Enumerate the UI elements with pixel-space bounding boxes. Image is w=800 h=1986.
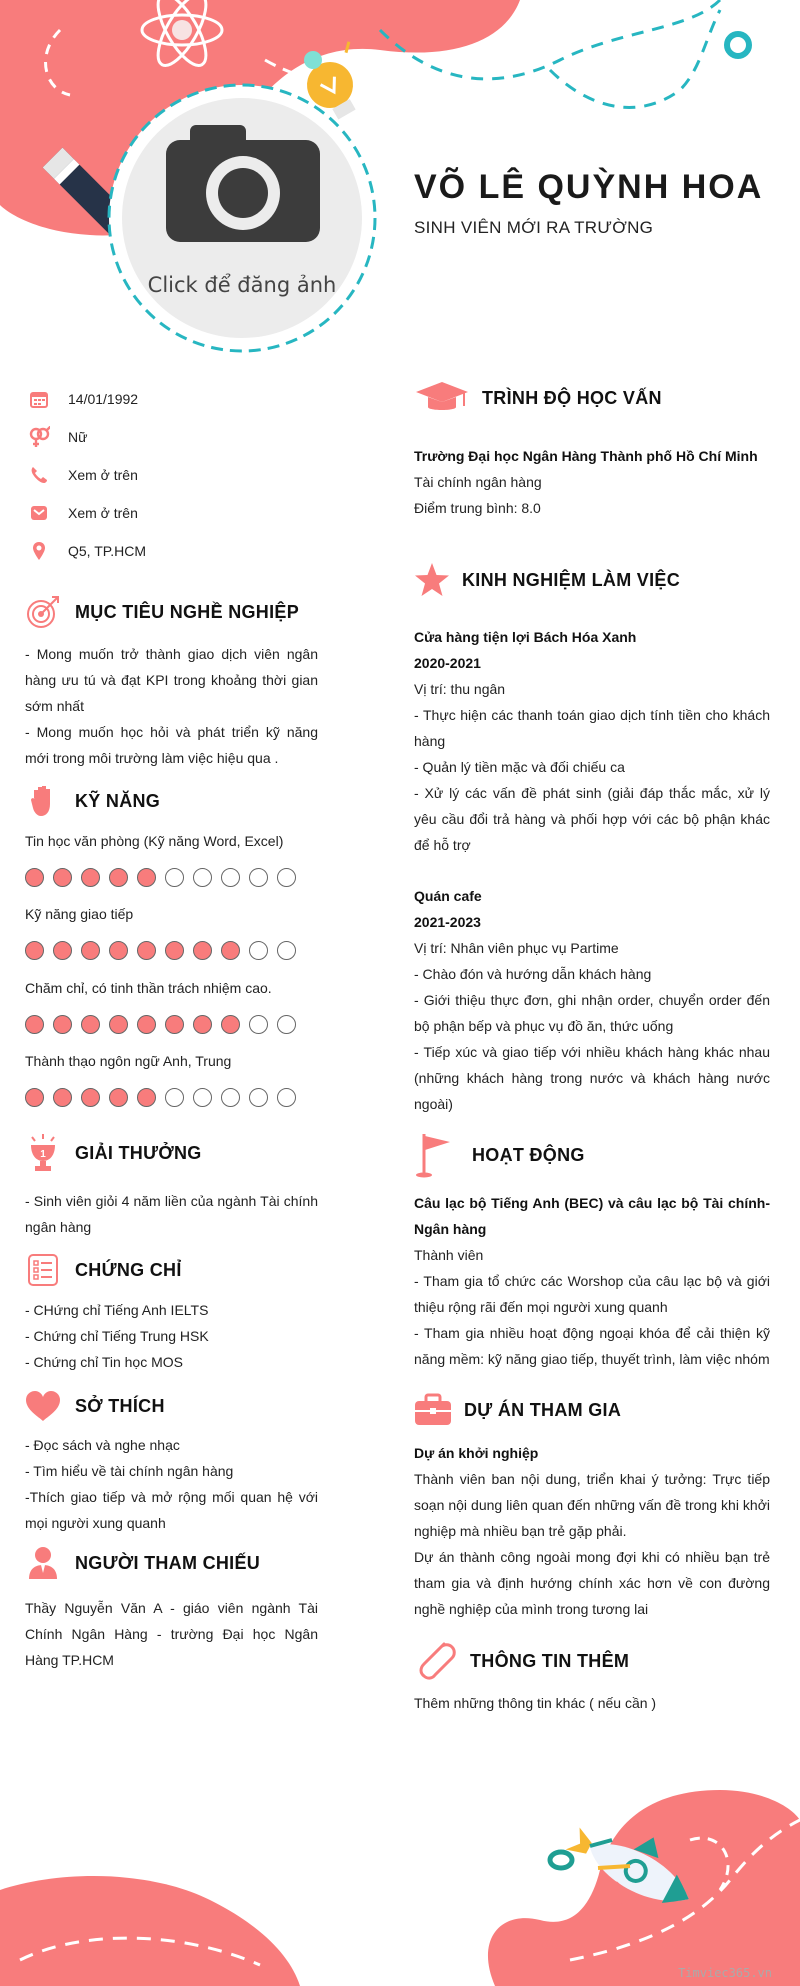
rating-dot-filled bbox=[81, 1015, 100, 1034]
photo-upload[interactable] bbox=[109, 85, 375, 351]
education-title: TRÌNH ĐỘ HỌC VẤN bbox=[482, 387, 662, 408]
rating-dot-filled bbox=[81, 941, 100, 960]
extra-line: Thêm những thông tin khác ( nếu cần ) bbox=[414, 1695, 657, 1711]
contact-phone bbox=[28, 463, 138, 487]
references-body bbox=[25, 1595, 318, 1673]
rating-dot-empty bbox=[165, 1088, 184, 1107]
svg-text:1: 1 bbox=[40, 1149, 46, 1160]
skill-rating bbox=[25, 1015, 296, 1034]
rating-dot-empty bbox=[277, 1015, 296, 1034]
hobbies-body bbox=[25, 1432, 318, 1536]
rating-dot-filled bbox=[137, 1088, 156, 1107]
candidate-name: VÕ LÊ QUỲNH HOA bbox=[414, 168, 764, 206]
skill-name: Tin học văn phòng (Kỹ năng Word, Excel) bbox=[25, 833, 284, 849]
job-position: Vị trí: thu ngân bbox=[414, 681, 506, 697]
job-period: 2021-2023 bbox=[414, 914, 481, 930]
extra-body bbox=[414, 1690, 770, 1716]
rating-dot-filled bbox=[25, 941, 44, 960]
job-line: - Giới thiệu thực đơn, ghi nhận order, chuyển order đến bộ phận bếp và phục vụ đồ ăn, thức uống bbox=[414, 992, 770, 1034]
reference-line: Thầy Nguyễn Văn A - giáo viên ngành Tài Chính Ngân Hàng - trường Đại học Ngân Hàng TP.HCM bbox=[25, 1600, 318, 1668]
rating-dot-empty bbox=[277, 1088, 296, 1107]
experience-job bbox=[414, 624, 770, 858]
education-gpa: Điểm trung bình: 8.0 bbox=[414, 500, 541, 516]
awards-header bbox=[25, 1133, 202, 1173]
project-line: Dự án thành công ngoài mong đợi khi có nhiều bạn trẻ tham gia và định hướng chính xác hơn về con đường nghề nghiệp của mình trong tương lai bbox=[414, 1549, 770, 1617]
hobbies-title: SỞ THÍCH bbox=[75, 1395, 165, 1416]
projects-header bbox=[414, 1392, 621, 1428]
objective-line: - Mong muốn trở thành giao dịch viên ngân hàng ưu tú và đạt KPI trong khoảng thời gian sớm nhất bbox=[25, 646, 318, 714]
experience-title: KINH NGHIỆM LÀM VIỆC bbox=[462, 569, 681, 590]
rating-dot-filled bbox=[137, 868, 156, 887]
watermark: Timviec365.vn bbox=[678, 1966, 772, 1980]
rating-dot-filled bbox=[81, 1088, 100, 1107]
target-icon bbox=[25, 594, 61, 630]
skill-name: Thành thạo ngôn ngữ Anh, Trung bbox=[25, 1053, 232, 1069]
rating-dot-empty bbox=[249, 941, 268, 960]
rating-dot-empty bbox=[249, 868, 268, 887]
awards-body bbox=[25, 1188, 318, 1240]
photo-label: Click để đăng ảnh bbox=[147, 273, 337, 297]
awards-title: GIẢI THƯỞNG bbox=[75, 1142, 202, 1163]
experience-job bbox=[414, 883, 770, 1117]
rating-dot-empty bbox=[249, 1088, 268, 1107]
user-icon bbox=[25, 1545, 61, 1581]
rating-dot-filled bbox=[137, 1015, 156, 1034]
email-icon bbox=[28, 502, 50, 524]
education-header bbox=[414, 380, 662, 416]
camera-icon bbox=[166, 125, 320, 242]
projects-title: DỰ ÁN THAM GIA bbox=[464, 1399, 622, 1420]
education-school: Trường Đại học Ngân Hàng Thành phố Hồ Chí Minh bbox=[414, 448, 758, 464]
rating-dot-empty bbox=[277, 941, 296, 960]
job-line: - Chào đón và hướng dẫn khách hàng bbox=[414, 966, 652, 982]
contact-location bbox=[28, 539, 146, 563]
job-line: - Tiếp xúc và giao tiếp với nhiều khách hàng khác nhau (những khách hàng trong nước và khách hàng nước ngoài) bbox=[414, 1044, 770, 1112]
hand-icon bbox=[25, 783, 61, 819]
rating-dot-filled bbox=[53, 941, 72, 960]
contact-email bbox=[28, 501, 138, 525]
certificate-line: - Chứng chỉ Tin học MOS bbox=[25, 1354, 183, 1370]
skill-name: Kỹ năng giao tiếp bbox=[25, 906, 134, 922]
skill-rating bbox=[25, 941, 296, 960]
objective-body bbox=[25, 641, 318, 771]
rating-dot-empty bbox=[249, 1015, 268, 1034]
phone-icon bbox=[28, 464, 50, 486]
rating-dot-filled bbox=[25, 868, 44, 887]
paperclip-icon bbox=[414, 1638, 460, 1684]
skills-title: KỸ NĂNG bbox=[75, 790, 161, 811]
rating-dot-filled bbox=[109, 1088, 128, 1107]
skill-rating bbox=[25, 1088, 296, 1107]
experience-header bbox=[414, 562, 680, 598]
activity-role: Thành viên bbox=[414, 1247, 484, 1263]
job-company: Quán cafe bbox=[414, 888, 482, 904]
rating-dot-filled bbox=[193, 1015, 212, 1034]
extra-header bbox=[414, 1638, 629, 1684]
flag-icon bbox=[414, 1132, 462, 1178]
rating-dot-empty bbox=[193, 868, 212, 887]
extra-title: THÔNG TIN THÊM bbox=[470, 1650, 630, 1671]
hobby-line: -Thích giao tiếp và mở rộng mối quan hệ với mọi người xung quanh bbox=[25, 1489, 318, 1531]
activity-line: - Tham gia tổ chức các Worshop của câu lạc bộ và giới thiệu rộng rãi đến mọi người xung quanh bbox=[414, 1273, 770, 1315]
hobbies-header bbox=[25, 1388, 165, 1424]
education-body bbox=[414, 443, 770, 521]
gender-value: Nữ bbox=[68, 429, 88, 445]
rating-dot-empty bbox=[277, 868, 296, 887]
rating-dot-filled bbox=[109, 941, 128, 960]
rating-dot-filled bbox=[137, 941, 156, 960]
star-icon bbox=[414, 562, 450, 598]
rating-dot-filled bbox=[221, 1015, 240, 1034]
activity-line: - Tham gia nhiều hoạt động ngoại khóa để cải thiện kỹ năng mềm: kỹ năng giao tiếp, thuyết trình, làm việc nhóm bbox=[414, 1325, 770, 1367]
references-header bbox=[25, 1545, 260, 1581]
activities-body bbox=[414, 1190, 770, 1372]
footer-decoration bbox=[0, 1750, 800, 1986]
rating-dot-filled bbox=[53, 868, 72, 887]
certificates-title: CHỨNG CHỈ bbox=[75, 1259, 182, 1280]
rating-dot-filled bbox=[53, 1088, 72, 1107]
rating-dot-filled bbox=[221, 941, 240, 960]
activities-title: HOẠT ĐỘNG bbox=[472, 1144, 585, 1165]
gender-icon bbox=[28, 426, 50, 448]
objective-line: - Mong muốn học hỏi và phát triển kỹ năng mới trong môi trường làm việc hiệu qua . bbox=[25, 724, 318, 766]
rating-dot-empty bbox=[165, 868, 184, 887]
award-line: - Sinh viên giỏi 4 năm liền của ngành Tài chính ngân hàng bbox=[25, 1193, 318, 1235]
certificate-line: - CHứng chỉ Tiếng Anh IELTS bbox=[25, 1302, 209, 1318]
rating-dot-filled bbox=[25, 1088, 44, 1107]
contact-birthday bbox=[28, 387, 138, 411]
ring-decoration bbox=[727, 34, 749, 56]
hobby-line: - Tìm hiểu về tài chính ngân hàng bbox=[25, 1463, 234, 1479]
skills-header bbox=[25, 783, 160, 819]
project-line: Thành viên ban nội dung, triển khai ý tưởng: Trực tiếp soạn nội dung liên quan đến những vấn đề trong khi khởi nghiệp mà nhiều bạn trẻ gặp phải. bbox=[414, 1471, 770, 1539]
graduation-cap-icon bbox=[414, 380, 470, 416]
location-icon bbox=[28, 540, 50, 562]
briefcase-icon bbox=[414, 1392, 452, 1428]
phone-value: Xem ở trên bbox=[68, 467, 138, 483]
certificates-header bbox=[25, 1252, 182, 1288]
rating-dot-filled bbox=[53, 1015, 72, 1034]
checklist-icon bbox=[25, 1252, 61, 1288]
rating-dot-filled bbox=[165, 1015, 184, 1034]
rating-dot-filled bbox=[193, 941, 212, 960]
email-value: Xem ở trên bbox=[68, 505, 138, 521]
rating-dot-filled bbox=[81, 868, 100, 887]
heart-icon bbox=[25, 1388, 61, 1424]
skill-rating bbox=[25, 868, 296, 887]
rating-dot-empty bbox=[221, 868, 240, 887]
birthday-value: 14/01/1992 bbox=[68, 391, 139, 407]
objective-title: MỤC TIÊU NGHỀ NGHIỆP bbox=[75, 601, 300, 622]
rating-dot-empty bbox=[221, 1088, 240, 1107]
rating-dot-filled bbox=[165, 941, 184, 960]
trophy-icon bbox=[25, 1133, 61, 1173]
rating-dot-filled bbox=[25, 1015, 44, 1034]
contact-gender bbox=[28, 425, 87, 449]
job-line: - Thực hiện các thanh toán giao dịch tính tiền cho khách hàng bbox=[414, 707, 770, 749]
rating-dot-filled bbox=[109, 1015, 128, 1034]
rating-dot-empty bbox=[193, 1088, 212, 1107]
job-company: Cửa hàng tiện lợi Bách Hóa Xanh bbox=[414, 629, 637, 645]
job-position: Vị trí: Nhân viên phục vụ Partime bbox=[414, 940, 619, 956]
job-line: - Quản lý tiền mặc và đối chiếu ca bbox=[414, 759, 625, 775]
location-value: Q5, TP.HCM bbox=[68, 543, 147, 559]
projects-body bbox=[414, 1440, 770, 1622]
skill-name: Chăm chỉ, có tinh thần trách nhiệm cao. bbox=[25, 980, 272, 996]
objective-header bbox=[25, 594, 299, 630]
references-title: NGƯỜI THAM CHIẾU bbox=[75, 1552, 261, 1573]
activity-org: Câu lạc bộ Tiếng Anh (BEC) và câu lạc bộ Tài chính- Ngân hàng bbox=[414, 1195, 770, 1237]
certificate-line: - Chứng chỉ Tiếng Trung HSK bbox=[25, 1328, 209, 1344]
job-line: - Xử lý các vấn đề phát sinh (giải đáp thắc mắc, xử lý yêu cầu đổi trả hàng và phối hợp với các bộ phận khác để hỗ trợ bbox=[414, 785, 770, 853]
hobby-line: - Đọc sách và nghe nhạc bbox=[25, 1437, 180, 1453]
rating-dot-filled bbox=[109, 868, 128, 887]
project-name: Dự án khởi nghiệp bbox=[414, 1445, 539, 1461]
calendar-icon bbox=[28, 388, 50, 410]
candidate-role: SINH VIÊN MỚI RA TRƯỜNG bbox=[414, 218, 654, 237]
activities-header bbox=[414, 1132, 585, 1178]
certificates-body bbox=[25, 1297, 318, 1375]
job-period: 2020-2021 bbox=[414, 655, 481, 671]
education-major: Tài chính ngân hàng bbox=[414, 474, 542, 490]
